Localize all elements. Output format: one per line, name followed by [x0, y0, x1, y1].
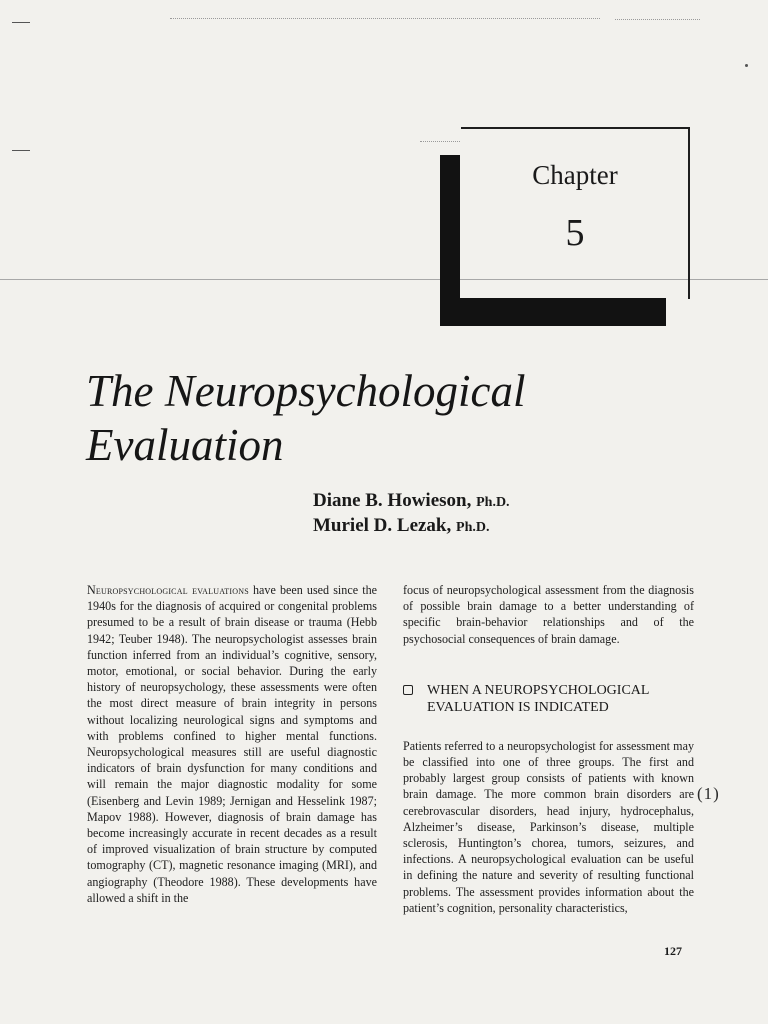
handwritten-margin-note: (1)	[697, 784, 720, 803]
scan-artifact-corner-mark	[12, 22, 30, 23]
chapter-bar-horizontal	[440, 298, 666, 326]
author-entry	[313, 514, 510, 539]
author-degree: Ph.D.	[456, 520, 490, 535]
scan-artifact-top-rule-right	[615, 19, 700, 20]
body-column-left	[87, 582, 377, 906]
scan-artifact-fold-line	[0, 279, 768, 280]
chapter-title-line-2: Evaluation	[86, 420, 284, 470]
chapter-frame-right	[688, 127, 690, 299]
chapter-frame-top	[461, 127, 690, 129]
page-number: 127	[664, 944, 682, 958]
author-degree: Ph.D.	[476, 495, 510, 510]
chapter-number: 5	[565, 212, 585, 254]
body-paragraph: focus of neuropsychological assessment from the diagnosis of possible brain damage to a better understanding of specific brain-behavior relationships and of the psychosocial consequences of brain damage.	[403, 583, 694, 646]
section-heading	[403, 682, 694, 716]
paragraph-text: have been used since the 1940s for the diagnosis of acquired or congenital problems presumed to be a result of brain disease or trauma (Hebb 1942; Teuber 1948). The neuropsychologist assesses brain function inferred from an individual’s cognitive, sensory, motor, emotional, or social behavior. During the early history of neuropsychology, these assessments were often the most direct measure of brain integrity in persons without localizing neurological signs and symptoms and with problems confined to higher mental functions. Neuropsychological measures still are useful diagnostic indicators of brain dysfunction for many conditions and will remain the major diagnostic modality for some (Eisenberg and Levin 1989; Jernigan and Hesselink 1987; Mapov 1988). However, diagnosis of brain damage has become increasingly accurate in recent decades as a result of improved visualization of brain structure by computed tomography (CT), magnetic resonance imaging (MRI), and angiography (Theodore 1988). These developments have allowed a shift in the	[87, 583, 377, 905]
author-name: Muriel D. Lezak,	[313, 515, 452, 536]
scan-artifact-left-mark	[12, 150, 30, 151]
scan-artifact-box-rule	[420, 141, 460, 142]
chapter-title-line-1: The Neuropsychological	[86, 366, 526, 416]
paragraph-lead-in: Neuropsychological evaluations	[87, 583, 249, 597]
author-list	[313, 489, 510, 539]
body-paragraph	[87, 582, 377, 906]
section-heading-line-1: WHEN A NEUROPSYCHOLOGICAL	[427, 682, 650, 698]
scan-artifact-dot	[745, 64, 748, 67]
checkbox-bullet-icon	[403, 685, 413, 695]
body-column-right	[403, 582, 694, 916]
section-heading-line-2: EVALUATION IS INDICATED	[427, 699, 609, 715]
author-entry	[313, 489, 510, 514]
chapter-label: Chapter	[532, 160, 618, 190]
scan-artifact-top-rule	[170, 18, 600, 19]
chapter-title	[86, 364, 646, 472]
body-paragraph: Patients referred to a neuropsychologist for assessment may be classified into one of three groups. The first and probably largest group consists of patients with known brain damage. The more common brain disorders are cerebrovascular disorders, head injury, hydrocephalus, Alzheimer’s disease, Parkinson’s disease, multiple sclerosis, Huntington’s chorea, tumors, seizures, and infections. A neuropsychological evaluation can be useful in defining the nature and severity of resulting functional problems. The assessment provides information about the patient’s cognition, personality characteristics,	[403, 738, 694, 915]
author-name: Diane B. Howieson,	[313, 490, 472, 511]
